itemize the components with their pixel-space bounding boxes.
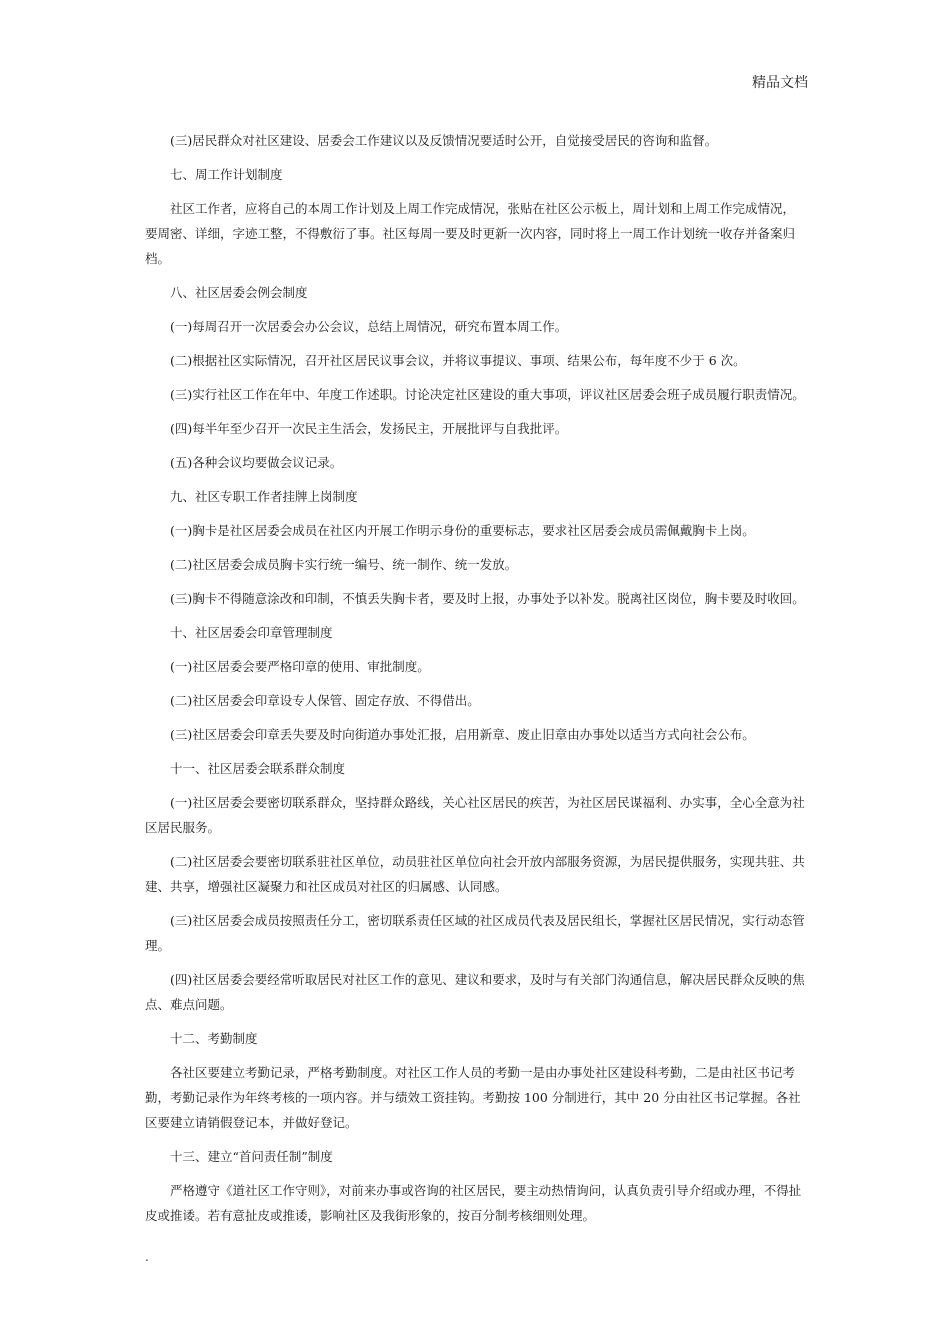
section-heading: 七、周工作计划制度 xyxy=(170,167,283,182)
paragraph: (二)社区居委会成员胸卡实行统一编号、统一制作、统一发放。 xyxy=(170,557,518,572)
section-heading: 十、社区居委会印章管理制度 xyxy=(170,625,333,640)
section-heading: 十一、社区居委会联系群众制度 xyxy=(170,761,346,776)
paragraph: (二)社区居委会要密切联系驻社区单位，动员驻社区单位向社会开放内部服务资源，为居民提供服务，实现共驻、共建、共享，增强社区凝聚力和社区成员对社区的归属感、认同感。 xyxy=(145,854,805,894)
section-heading: 八、社区居委会例会制度 xyxy=(170,285,308,300)
footer-mark: . xyxy=(145,1250,149,1264)
paragraph: (二)社区居委会印章设专人保管、固定存放、不得借出。 xyxy=(170,693,480,708)
section-heading: 十二、考勤制度 xyxy=(170,1031,258,1046)
paragraph: (四)社区居委会要经常听取居民对社区工作的意见、建议和要求，及时与有关部门沟通信息，解决居民群众反映的焦点、难点问题。 xyxy=(145,972,805,1012)
page-header-label: 精品文档 xyxy=(752,75,808,91)
document-body xyxy=(145,128,807,1228)
paragraph: (二)根据社区实际情况，召开社区居民议事会议，并将议事提议、事项、结果公布，每年度不少于 6 次。 xyxy=(170,353,746,368)
paragraph: (一)社区居委会要密切联系群众，坚持群众路线，关心社区居民的疾苦，为社区居民谋福利、办实事，全心全意为社区居民服务。 xyxy=(145,795,805,835)
paragraph: (三)实行社区工作在年中、年度工作述职。讨论决定社区建设的重大事项，评议社区居委会班子成员履行职责情况。 xyxy=(170,387,805,402)
paragraph: (三)社区居委会成员按照责任分工，密切联系责任区域的社区成员代表及居民组长，掌握社区居民情况，实行动态管理。 xyxy=(145,913,805,953)
paragraph: (三)社区居委会印章丢失要及时向街道办事处汇报，启用新章、废止旧章由办事处以适当方式向社会公布。 xyxy=(170,727,755,742)
paragraph: (三)居民群众对社区建设、居委会工作建议以及反馈情况要适时公开，自觉接受居民的咨询和监督。 xyxy=(170,133,718,148)
paragraph: 社区工作者，应将自己的本周工作计划及上周工作完成情况，张贴在社区公示板上，周计划和上周工作完成情况，要周密、详细，字迹工整，不得敷衍了事。社区每周一要及时更新一次内容，同时将上一周工作计划统一收存并备案归档。 xyxy=(145,201,796,266)
section-heading: 十三、建立“首问责任制”制度 xyxy=(170,1149,333,1164)
paragraph: (一)每周召开一次居委会办公会议，总结上周情况，研究布置本周工作。 xyxy=(170,319,568,334)
paragraph: (五)各种会议均要做会议记录。 xyxy=(170,455,343,470)
paragraph: (三)胸卡不得随意涂改和印制，不慎丢失胸卡者，要及时上报，办事处予以补发。脱离社区岗位，胸卡要及时收回。 xyxy=(170,591,805,606)
paragraph: 各社区要建立考勤记录，严格考勤制度。对社区工作人员的考勤一是由办事处社区建设科考勤，二是由社区书记考勤，考勤记录作为年终考核的一项内容。并与绩效工资挂钩。考勤按 100 分制进行，其中 20 分由社区书记掌握。各社区要建立请销假登记本，并做好登记。 xyxy=(145,1065,801,1130)
paragraph: (一)社区居委会要严格印章的使用、审批制度。 xyxy=(170,659,430,674)
paragraph: (四)每半年至少召开一次民主生活会，发扬民主，开展批评与自我批评。 xyxy=(170,421,568,436)
paragraph: (一)胸卡是社区居委会成员在社区内开展工作明示身份的重要标志，要求社区居委会成员需佩戴胸卡上岗。 xyxy=(170,523,755,538)
paragraph: 严格遵守《道社区工作守则》，对前来办事或咨询的社区居民，要主动热情询问，认真负责引导介绍或办理，不得扯皮或推诿。若有意扯皮或推诿，影响社区及我街形象的，按百分制考核细则处理。 xyxy=(145,1183,802,1223)
section-heading: 九、社区专职工作者挂牌上岗制度 xyxy=(170,489,358,504)
